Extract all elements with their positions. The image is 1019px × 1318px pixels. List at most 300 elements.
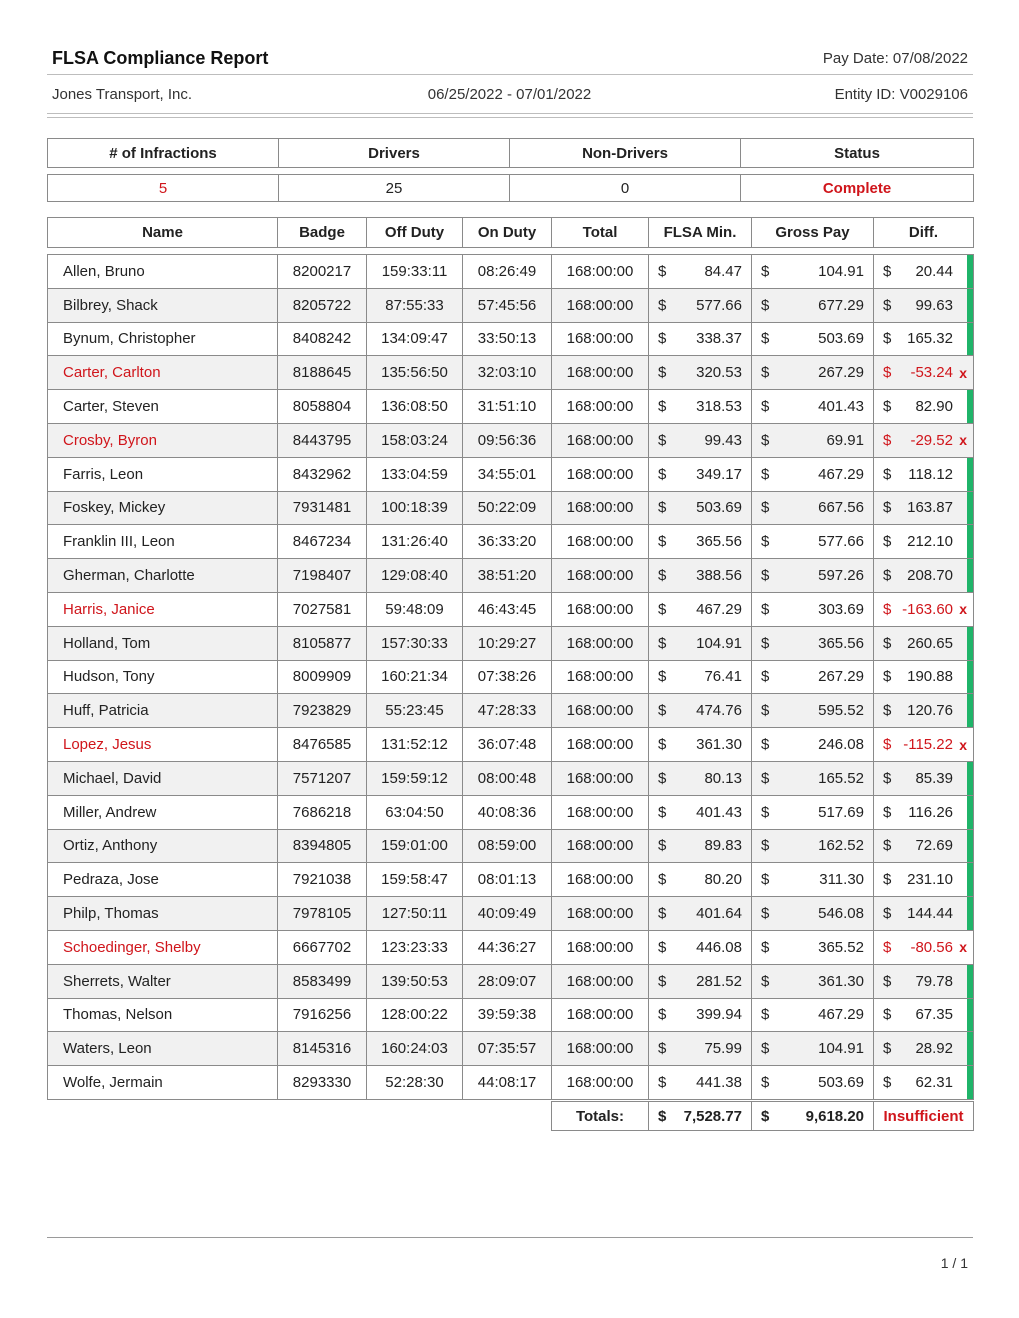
currency-symbol: $ xyxy=(658,398,667,416)
compliant-indicator xyxy=(967,762,973,795)
cell-name: Ortiz, Anthony xyxy=(48,829,278,863)
currency-symbol: $ xyxy=(761,668,770,686)
cell-flsa-min-value: 361.30 xyxy=(696,736,742,754)
col-header-flsa-min: FLSA Min. xyxy=(649,218,752,248)
cell-gross-pay-value: 104.91 xyxy=(818,1040,864,1058)
company-name: Jones Transport, Inc. xyxy=(52,86,193,103)
cell-total: 168:00:00 xyxy=(552,592,649,626)
compliant-indicator xyxy=(967,289,973,322)
cell-flsa-min xyxy=(649,930,752,964)
cell-flsa-min-value: 399.94 xyxy=(696,1006,742,1024)
compliant-indicator xyxy=(967,999,973,1032)
table-row xyxy=(48,1066,974,1100)
currency-symbol: $ xyxy=(883,803,892,821)
infraction-x-icon: x xyxy=(959,736,967,753)
currency-symbol: $ xyxy=(658,296,667,314)
totals-flsa-value: 7,528.77 xyxy=(683,1107,742,1125)
cell-flsa-min-value: 99.43 xyxy=(704,431,742,449)
summary-header-drivers: Drivers xyxy=(279,139,510,168)
cell-badge: 8467234 xyxy=(278,525,367,559)
summary-header-non-drivers: Non-Drivers xyxy=(510,139,741,168)
currency-symbol: $ xyxy=(883,567,892,585)
cell-on-duty: 36:07:48 xyxy=(463,728,552,762)
cell-total: 168:00:00 xyxy=(552,829,649,863)
cell-on-duty: 09:56:36 xyxy=(463,423,552,457)
compliant-indicator xyxy=(967,965,973,998)
cell-off-duty: 127:50:11 xyxy=(367,897,463,931)
cell-flsa-min xyxy=(649,322,752,356)
table-row xyxy=(48,255,974,289)
cell-off-duty: 128:00:22 xyxy=(367,998,463,1032)
cell-diff-value: 231.10 xyxy=(907,871,953,889)
cell-name: Thomas, Nelson xyxy=(48,998,278,1032)
non-drivers-count: 0 xyxy=(510,175,741,202)
status-value: Complete xyxy=(741,175,974,202)
currency-symbol: $ xyxy=(883,905,892,923)
cell-on-duty: 44:08:17 xyxy=(463,1066,552,1100)
currency-symbol: $ xyxy=(883,668,892,686)
cell-total: 168:00:00 xyxy=(552,1066,649,1100)
table-row xyxy=(48,322,974,356)
cell-badge: 8200217 xyxy=(278,255,367,289)
currency-symbol: $ xyxy=(883,702,892,720)
cell-diff xyxy=(874,322,974,356)
cell-gross-pay-value: 246.08 xyxy=(818,736,864,754)
cell-off-duty: 123:23:33 xyxy=(367,930,463,964)
cell-flsa-min-value: 84.47 xyxy=(704,262,742,280)
table-row xyxy=(48,761,974,795)
compliant-indicator xyxy=(967,1032,973,1065)
cell-flsa-min xyxy=(649,998,752,1032)
cell-diff xyxy=(874,863,974,897)
currency-symbol: $ xyxy=(658,769,667,787)
cell-diff-value: -163.60 xyxy=(902,600,953,618)
cell-gross-pay xyxy=(752,1066,874,1100)
cell-off-duty: 158:03:24 xyxy=(367,423,463,457)
cell-on-duty: 46:43:45 xyxy=(463,592,552,626)
cell-diff xyxy=(874,930,974,964)
cell-off-duty: 139:50:53 xyxy=(367,964,463,998)
table-row xyxy=(48,626,974,660)
cell-flsa-min xyxy=(649,255,752,289)
cell-off-duty: 59:48:09 xyxy=(367,592,463,626)
cell-off-duty: 134:09:47 xyxy=(367,322,463,356)
currency-symbol: $ xyxy=(658,364,667,382)
cell-on-duty: 28:09:07 xyxy=(463,964,552,998)
cell-flsa-min-value: 388.56 xyxy=(696,567,742,585)
cell-gross-pay-value: 667.56 xyxy=(818,499,864,517)
totals-status: Insufficient xyxy=(874,1102,974,1131)
cell-gross-pay xyxy=(752,694,874,728)
cell-flsa-min-value: 401.43 xyxy=(696,803,742,821)
cell-flsa-min-value: 349.17 xyxy=(696,465,742,483)
cell-gross-pay xyxy=(752,592,874,626)
cell-flsa-min-value: 320.53 xyxy=(696,364,742,382)
cell-badge: 8009909 xyxy=(278,660,367,694)
cell-diff-value: 190.88 xyxy=(907,668,953,686)
cell-gross-pay xyxy=(752,288,874,322)
col-header-gross-pay: Gross Pay xyxy=(752,218,874,248)
currency-symbol: $ xyxy=(658,905,667,923)
currency-symbol: $ xyxy=(883,431,892,449)
cell-gross-pay xyxy=(752,964,874,998)
cell-on-duty: 57:45:56 xyxy=(463,288,552,322)
cell-gross-pay xyxy=(752,559,874,593)
compliant-indicator xyxy=(967,492,973,525)
infraction-x-icon: x xyxy=(959,432,967,449)
compliant-indicator xyxy=(967,1066,973,1099)
cell-total: 168:00:00 xyxy=(552,863,649,897)
cell-gross-pay xyxy=(752,998,874,1032)
currency-symbol: $ xyxy=(883,1040,892,1058)
currency-symbol: $ xyxy=(658,938,667,956)
cell-diff-value: 144.44 xyxy=(907,905,953,923)
table-row xyxy=(48,863,974,897)
cell-flsa-min-value: 503.69 xyxy=(696,499,742,517)
currency-symbol: $ xyxy=(761,499,770,517)
currency-symbol: $ xyxy=(761,1040,770,1058)
cell-total: 168:00:00 xyxy=(552,694,649,728)
table-row xyxy=(48,423,974,457)
currency-symbol: $ xyxy=(761,465,770,483)
cell-off-duty: 63:04:50 xyxy=(367,795,463,829)
cell-flsa-min-value: 401.64 xyxy=(696,905,742,923)
summary-header-infractions: # of Infractions xyxy=(48,139,279,168)
cell-gross-pay-value: 69.91 xyxy=(826,431,864,449)
cell-diff-value: 260.65 xyxy=(907,634,953,652)
currency-symbol: $ xyxy=(761,702,770,720)
pay-date: Pay Date: 07/08/2022 xyxy=(822,50,968,67)
cell-gross-pay-value: 104.91 xyxy=(818,262,864,280)
cell-badge: 8583499 xyxy=(278,964,367,998)
footer-divider xyxy=(47,1237,973,1238)
cell-flsa-min-value: 281.52 xyxy=(696,972,742,990)
cell-off-duty: 100:18:39 xyxy=(367,491,463,525)
cell-on-duty: 39:59:38 xyxy=(463,998,552,1032)
cell-gross-pay-value: 546.08 xyxy=(818,905,864,923)
cell-gross-pay xyxy=(752,863,874,897)
cell-flsa-min xyxy=(649,288,752,322)
cell-diff-value: 165.32 xyxy=(907,330,953,348)
cell-gross-pay-value: 365.56 xyxy=(818,634,864,652)
cell-off-duty: 159:33:11 xyxy=(367,255,463,289)
cell-name: Carter, Steven xyxy=(48,390,278,424)
col-header-total: Total xyxy=(552,218,649,248)
currency-symbol: $ xyxy=(761,600,770,618)
currency-symbol: $ xyxy=(761,634,770,652)
cell-on-duty: 36:33:20 xyxy=(463,525,552,559)
table-row xyxy=(48,457,974,491)
cell-diff xyxy=(874,356,974,390)
cell-diff-value: -53.24 xyxy=(910,364,953,382)
cell-name: Lopez, Jesus xyxy=(48,728,278,762)
cell-name: Bynum, Christopher xyxy=(48,322,278,356)
cell-off-duty: 159:58:47 xyxy=(367,863,463,897)
cell-name: Allen, Bruno xyxy=(48,255,278,289)
cell-badge: 8145316 xyxy=(278,1032,367,1066)
cell-total: 168:00:00 xyxy=(552,930,649,964)
currency-symbol: $ xyxy=(883,296,892,314)
cell-flsa-min-value: 577.66 xyxy=(696,296,742,314)
currency-symbol: $ xyxy=(658,330,667,348)
cell-badge: 7978105 xyxy=(278,897,367,931)
cell-diff xyxy=(874,559,974,593)
cell-diff-value: 99.63 xyxy=(915,296,953,314)
infractions-count: 5 xyxy=(48,175,279,202)
cell-total: 168:00:00 xyxy=(552,1032,649,1066)
cell-flsa-min-value: 446.08 xyxy=(696,938,742,956)
cell-on-duty: 34:55:01 xyxy=(463,457,552,491)
cell-gross-pay-value: 361.30 xyxy=(818,972,864,990)
currency-symbol: $ xyxy=(761,905,770,923)
table-row xyxy=(48,930,974,964)
drivers-count: 25 xyxy=(279,175,510,202)
currency-symbol: $ xyxy=(883,600,892,618)
cell-total: 168:00:00 xyxy=(552,761,649,795)
cell-on-duty: 33:50:13 xyxy=(463,322,552,356)
cell-diff-value: 20.44 xyxy=(915,262,953,280)
cell-flsa-min xyxy=(649,592,752,626)
cell-badge: 8432962 xyxy=(278,457,367,491)
table-row xyxy=(48,288,974,322)
cell-gross-pay-value: 165.52 xyxy=(818,769,864,787)
infraction-x-icon: x xyxy=(959,939,967,956)
currency-symbol: $ xyxy=(658,837,667,855)
cell-diff xyxy=(874,998,974,1032)
cell-flsa-min xyxy=(649,964,752,998)
cell-name: Philp, Thomas xyxy=(48,897,278,931)
compliant-indicator xyxy=(967,830,973,863)
cell-flsa-min xyxy=(649,795,752,829)
cell-flsa-min xyxy=(649,626,752,660)
currency-symbol: $ xyxy=(761,262,770,280)
cell-on-duty: 50:22:09 xyxy=(463,491,552,525)
cell-diff-value: 82.90 xyxy=(915,398,953,416)
cell-off-duty: 159:59:12 xyxy=(367,761,463,795)
cell-badge: 8408242 xyxy=(278,322,367,356)
cell-badge: 7923829 xyxy=(278,694,367,728)
totals-gross xyxy=(752,1102,874,1131)
cell-gross-pay xyxy=(752,423,874,457)
currency-symbol: $ xyxy=(883,972,892,990)
cell-name: Wolfe, Jermain xyxy=(48,1066,278,1100)
cell-gross-pay xyxy=(752,728,874,762)
cell-diff xyxy=(874,491,974,525)
cell-on-duty: 44:36:27 xyxy=(463,930,552,964)
table-row xyxy=(48,592,974,626)
currency-symbol: $ xyxy=(883,871,892,889)
cell-diff-value: -29.52 xyxy=(910,431,953,449)
cell-name: Huff, Patricia xyxy=(48,694,278,728)
cell-name: Foskey, Mickey xyxy=(48,491,278,525)
table-row xyxy=(48,795,974,829)
cell-flsa-min-value: 441.38 xyxy=(696,1074,742,1092)
cell-gross-pay-value: 303.69 xyxy=(818,600,864,618)
currency-symbol: $ xyxy=(761,972,770,990)
currency-symbol: $ xyxy=(658,567,667,585)
cell-flsa-min-value: 467.29 xyxy=(696,600,742,618)
page-number: 1 / 1 xyxy=(940,1255,968,1271)
cell-diff-value: -115.22 xyxy=(903,736,953,754)
currency-symbol: $ xyxy=(761,1006,770,1024)
currency-symbol: $ xyxy=(658,600,667,618)
cell-flsa-min xyxy=(649,457,752,491)
cell-total: 168:00:00 xyxy=(552,728,649,762)
cell-total: 168:00:00 xyxy=(552,998,649,1032)
cell-off-duty: 157:30:33 xyxy=(367,626,463,660)
cell-flsa-min xyxy=(649,390,752,424)
cell-total: 168:00:00 xyxy=(552,626,649,660)
compliant-indicator xyxy=(967,323,973,356)
cell-gross-pay-value: 267.29 xyxy=(818,668,864,686)
cell-total: 168:00:00 xyxy=(552,390,649,424)
cell-gross-pay xyxy=(752,660,874,694)
cell-off-duty: 136:08:50 xyxy=(367,390,463,424)
cell-gross-pay xyxy=(752,930,874,964)
currency-symbol: $ xyxy=(658,702,667,720)
currency-symbol: $ xyxy=(883,1074,892,1092)
cell-diff xyxy=(874,1066,974,1100)
cell-total: 168:00:00 xyxy=(552,457,649,491)
infraction-x-icon: x xyxy=(959,601,967,618)
currency-symbol: $ xyxy=(883,364,892,382)
table-row xyxy=(48,356,974,390)
cell-flsa-min xyxy=(649,728,752,762)
table-row xyxy=(48,491,974,525)
cell-badge: 7571207 xyxy=(278,761,367,795)
cell-name: Michael, David xyxy=(48,761,278,795)
cell-flsa-min-value: 104.91 xyxy=(696,634,742,652)
cell-flsa-min xyxy=(649,423,752,457)
cell-badge: 7921038 xyxy=(278,863,367,897)
cell-diff xyxy=(874,829,974,863)
cell-on-duty: 08:01:13 xyxy=(463,863,552,897)
cell-flsa-min-value: 80.13 xyxy=(704,769,742,787)
cell-name: Bilbrey, Shack xyxy=(48,288,278,322)
currency-symbol: $ xyxy=(761,431,770,449)
cell-diff xyxy=(874,423,974,457)
cell-diff xyxy=(874,761,974,795)
cell-badge: 7916256 xyxy=(278,998,367,1032)
cell-diff-value: 85.39 xyxy=(915,769,953,787)
cell-badge: 8443795 xyxy=(278,423,367,457)
cell-diff xyxy=(874,795,974,829)
cell-gross-pay-value: 503.69 xyxy=(818,330,864,348)
cell-diff xyxy=(874,1032,974,1066)
cell-flsa-min-value: 89.83 xyxy=(704,837,742,855)
cell-flsa-min xyxy=(649,761,752,795)
cell-off-duty: 159:01:00 xyxy=(367,829,463,863)
cell-gross-pay xyxy=(752,457,874,491)
currency-symbol: $ xyxy=(761,938,770,956)
cell-gross-pay-value: 577.66 xyxy=(818,533,864,551)
cell-total: 168:00:00 xyxy=(552,288,649,322)
table-row xyxy=(48,897,974,931)
compliant-indicator xyxy=(967,897,973,930)
cell-diff-value: 208.70 xyxy=(907,567,953,585)
table-row xyxy=(48,660,974,694)
currency-symbol: $ xyxy=(883,330,892,348)
cell-off-duty: 131:26:40 xyxy=(367,525,463,559)
cell-diff xyxy=(874,457,974,491)
totals-label: Totals: xyxy=(552,1102,649,1131)
currency-symbol: $ xyxy=(658,803,667,821)
totals-gross-value: 9,618.20 xyxy=(805,1107,864,1125)
cell-flsa-min xyxy=(649,356,752,390)
cell-diff xyxy=(874,660,974,694)
cell-badge: 8394805 xyxy=(278,829,367,863)
currency-symbol: $ xyxy=(883,1006,892,1024)
compliant-indicator xyxy=(967,255,973,288)
cell-on-duty: 47:28:33 xyxy=(463,694,552,728)
cell-gross-pay xyxy=(752,626,874,660)
compliant-indicator xyxy=(967,458,973,491)
cell-diff-value: 120.76 xyxy=(907,702,953,720)
cell-flsa-min xyxy=(649,863,752,897)
cell-flsa-min xyxy=(649,1066,752,1100)
cell-badge: 8205722 xyxy=(278,288,367,322)
cell-total: 168:00:00 xyxy=(552,897,649,931)
cell-gross-pay xyxy=(752,829,874,863)
cell-on-duty: 38:51:20 xyxy=(463,559,552,593)
currency-symbol: $ xyxy=(658,736,667,754)
cell-gross-pay-value: 503.69 xyxy=(818,1074,864,1092)
cell-diff xyxy=(874,255,974,289)
currency-symbol: $ xyxy=(883,262,892,280)
cell-name: Gherman, Charlotte xyxy=(48,559,278,593)
cell-gross-pay xyxy=(752,390,874,424)
cell-gross-pay-value: 467.29 xyxy=(818,465,864,483)
entity-id: Entity ID: V0029106 xyxy=(834,86,968,103)
cell-gross-pay xyxy=(752,491,874,525)
col-header-badge: Badge xyxy=(278,218,367,248)
cell-total: 168:00:00 xyxy=(552,660,649,694)
compliant-indicator xyxy=(967,661,973,694)
cell-name: Hudson, Tony xyxy=(48,660,278,694)
cell-badge: 7027581 xyxy=(278,592,367,626)
table-row xyxy=(48,728,974,762)
currency-symbol: $ xyxy=(658,871,667,889)
cell-diff xyxy=(874,288,974,322)
currency-symbol: $ xyxy=(883,634,892,652)
cell-flsa-min xyxy=(649,559,752,593)
header-divider xyxy=(47,74,973,75)
cell-gross-pay xyxy=(752,356,874,390)
cell-off-duty: 52:28:30 xyxy=(367,1066,463,1100)
cell-diff-value: 116.26 xyxy=(908,803,953,821)
currency-symbol: $ xyxy=(658,1006,667,1024)
cell-diff-value: 62.31 xyxy=(915,1074,953,1092)
summary-header-status: Status xyxy=(741,139,974,168)
cell-total: 168:00:00 xyxy=(552,356,649,390)
currency-symbol: $ xyxy=(883,499,892,517)
cell-on-duty: 08:00:48 xyxy=(463,761,552,795)
cell-diff xyxy=(874,626,974,660)
currency-symbol: $ xyxy=(761,364,770,382)
cell-name: Sherrets, Walter xyxy=(48,964,278,998)
currency-symbol: $ xyxy=(883,837,892,855)
col-header-name: Name xyxy=(48,218,278,248)
cell-gross-pay-value: 267.29 xyxy=(818,364,864,382)
cell-flsa-min xyxy=(649,525,752,559)
cell-badge: 8476585 xyxy=(278,728,367,762)
currency-symbol: $ xyxy=(658,634,667,652)
cell-flsa-min xyxy=(649,660,752,694)
cell-diff-value: 28.92 xyxy=(915,1040,953,1058)
compliant-indicator xyxy=(967,525,973,558)
cell-badge: 8105877 xyxy=(278,626,367,660)
cell-on-duty: 07:38:26 xyxy=(463,660,552,694)
